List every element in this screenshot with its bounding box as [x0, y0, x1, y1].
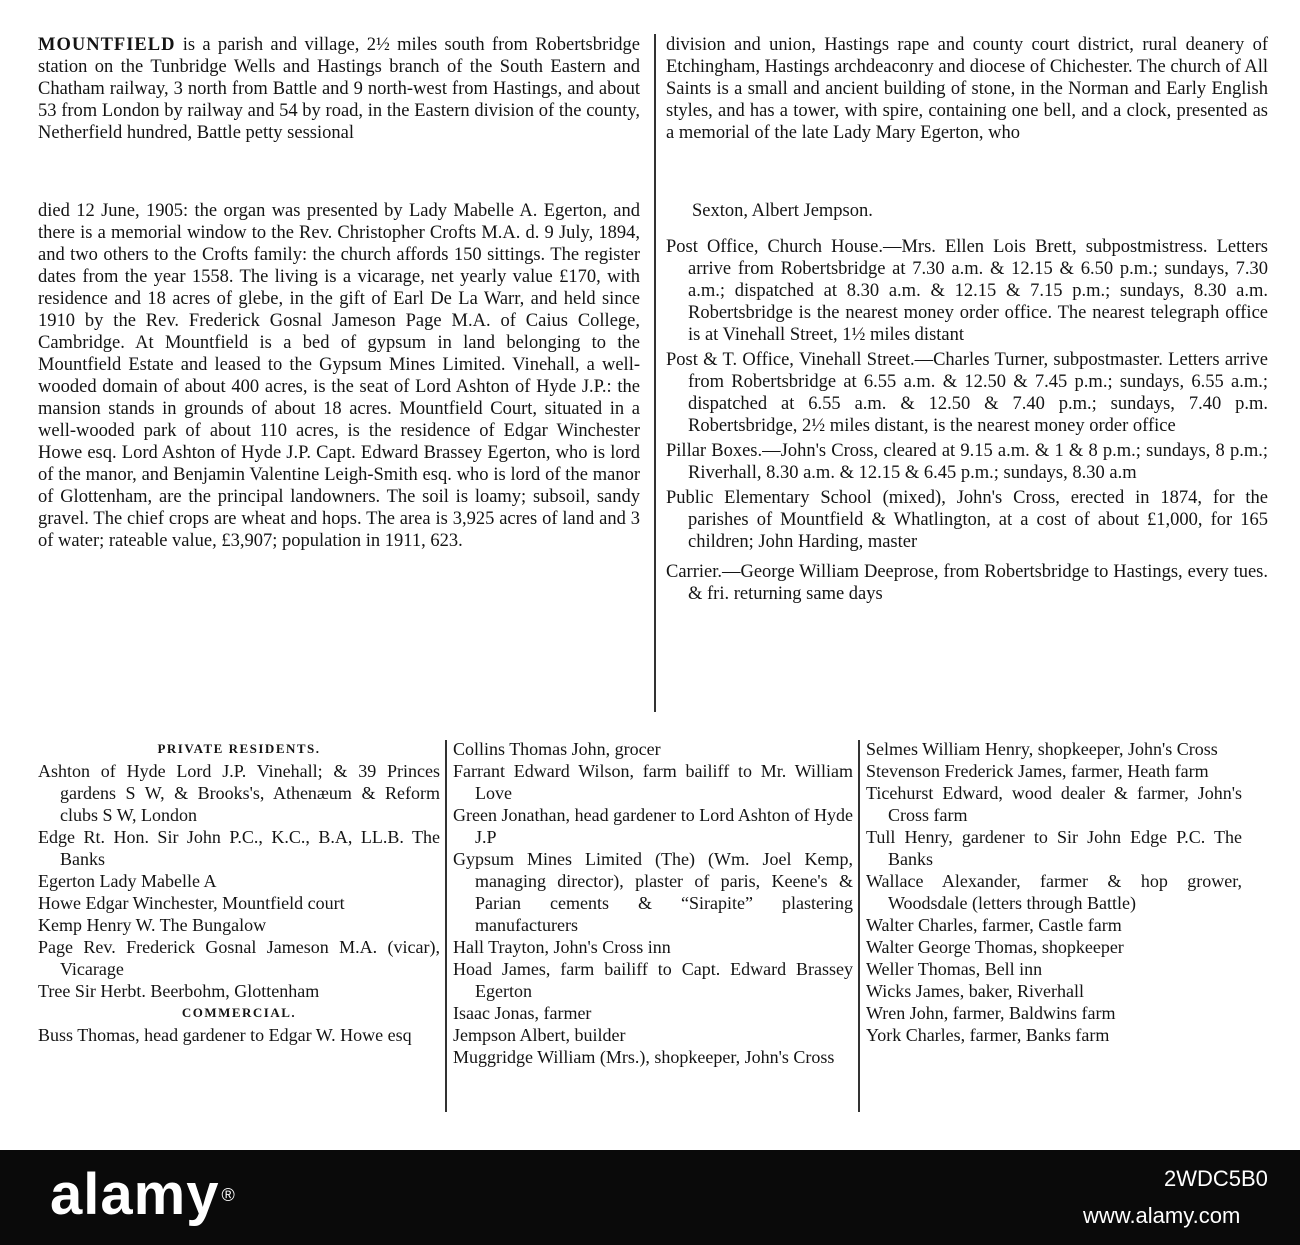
list-item: Wallace Alexander, farmer & hop grower, Woodsdale (letters through Battle) — [866, 871, 1242, 913]
list-item: Tree Sir Herbt. Beerbohm, Glottenham — [38, 981, 320, 1001]
service-entry: Post & T. Office, Vinehall Street.—Charles Turner, subpostmaster. Letters arrive from Robertsbridge at 6.55 a.m. & 12.50 & 7.45 p.m.; sundays, 6.55 a.m.; dispatched at 6.55 a.m. & 12.50 & 7.40 p.m.; sundays, 7.40 p.m. Robertsbridge, 2½ miles distant, is the nearest money order office — [666, 350, 1268, 436]
list-item: Edge Rt. Hon. Sir John P.C., K.C., B.A, LL.B. The Banks — [38, 827, 440, 869]
intro-top-right — [666, 34, 1268, 144]
image-id: 2WDC5B0 — [1164, 1166, 1268, 1191]
logo-text: alamy — [50, 1162, 220, 1227]
list-item: Muggridge William (Mrs.), shopkeeper, John's Cross — [453, 1047, 835, 1067]
list-item: Stevenson Frederick James, farmer, Heath farm — [866, 761, 1209, 781]
registered-mark: ® — [221, 1185, 236, 1205]
list-item: Weller Thomas, Bell inn — [866, 959, 1043, 979]
list-item: Isaac Jonas, farmer — [453, 1003, 592, 1023]
intro-text-2: division and union, Hastings rape and county court district, rural deanery of Etchingham, Hastings archdeaconry and diocese of Chichester. The church of All Saints is a small and ancient building of stone, in the Norman and Early English styles, and has a tower, with spire, containing one bell, and a clock, presented as a memorial of the late Lady Mary Egerton, who — [666, 35, 1268, 143]
directory-list-3 — [866, 738, 1242, 1046]
list-item: Ticehurst Edward, wood dealer & farmer, John's Cross farm — [866, 783, 1242, 825]
list-item: Ashton of Hyde Lord J.P. Vinehall; & 39 Princes gardens S W, & Brooks's, Athenæum & Reform clubs S W, London — [38, 761, 440, 825]
services-column — [666, 200, 1268, 605]
list-item: Farrant Edward Wilson, farm bailiff to Mr. William Love — [453, 761, 853, 803]
list-item: Hall Trayton, John's Cross inn — [453, 937, 671, 957]
intro-mid-left — [38, 200, 640, 552]
list-item: Wicks James, baker, Riverhall — [866, 981, 1084, 1001]
list-item: Selmes William Henry, shopkeeper, John's Cross — [866, 739, 1218, 759]
list-item: York Charles, farmer, Banks farm — [866, 1025, 1110, 1045]
alamy-logo — [50, 1162, 236, 1227]
intro-text-1: is a parish and village, 2½ miles south from Robertsbridge station on the Tunbridge Wells and Hastings branch of the South Eastern and Chatham railway, 3 north from Battle and 9 north-west from Hastings, and about 53 from London by railway and 54 by road, in the Eastern division of the county, Netherfield hundred, Battle petty sessional — [38, 35, 641, 143]
intro-text-3: died 12 June, 1905: the organ was presented by Lady Mabelle A. Egerton, and there is a memorial window to the Rev. Christopher Crofts M.A. d. 9 July, 1894, and two others to the Crofts family: the church affords 150 sittings. The register dates from the year 1558. The living is a vicarage, net yearly value £170, with residence and 18 acres of glebe, in the gift of Earl De La Warr, and held since 1910 by the Rev. Frederick Gosnal Jameson Page M.A. of Caius College, Cambridge. At Mountfield is a bed of gypsum in land belonging to the Mountfield Estate and leased to the Gypsum Mines Limited. Vinehall, a well-wooded domain of about 400 acres, is the seat of Lord Ashton of Hyde J.P.: the mansion stands in grounds of about 18 acres. Mountfield Court, situated in a well-wooded park of about 110 acres, is the residence of Edgar Winchester Howe esq. Lord Ashton of Hyde J.P. Capt. Edward Brassey Egerton, who is lord of the manor, and Benjamin Valentine Leigh-Smith esq. who is lord of the manor of Glottenham, are the principal landowners. The soil is loamy; subsoil, sandy gravel. The chief crops are wheat and hops. The area is 3,925 acres of land and 3 of water; rateable value, £3,907; population in 1911, 623. — [38, 201, 640, 551]
list-item: Howe Edgar Winchester, Mountfield court — [38, 893, 345, 913]
site-url: www.alamy.com — [1083, 1203, 1241, 1228]
intro-top-left — [38, 34, 640, 144]
directory-list-2 — [453, 738, 853, 1068]
list-item: Jempson Albert, builder — [453, 1025, 626, 1045]
place-name: MOUNTFIELD — [38, 35, 176, 55]
service-entry: Pillar Boxes.—John's Cross, cleared at 9.15 a.m. & 1 & 8 p.m.; sundays, 8 p.m.; Riverhall, 8.30 a.m. & 12.15 & 6.45 p.m.; sundays, 8.30 a.m — [666, 441, 1268, 483]
service-entry: Sexton, Albert Jempson. — [692, 201, 873, 221]
list-item: Gypsum Mines Limited (The) (Wm. Joel Kemp, managing director), plaster of paris, Keene's & Parian cements & “Sirapite” plastering manufacturers — [453, 849, 853, 935]
list-item: Tull Henry, gardener to Sir John Edge P.C. The Banks — [866, 827, 1242, 869]
list-item: Page Rev. Frederick Gosnal Jameson M.A. (vicar), Vicarage — [38, 937, 440, 979]
list-item: Collins Thomas John, grocer — [453, 739, 661, 759]
directory-list-1 — [38, 738, 440, 1046]
service-entry: Post Office, Church House.—Mrs. Ellen Lois Brett, subpostmistress. Letters arrive from Robertsbridge at 7.30 a.m. & 12.15 & 6.50 p.m.; sundays, 7.30 a.m.; dispatched at 8.30 a.m. & 12.15 & 7.15 p.m.; sundays, 8.30 a.m. Robertsbridge is the nearest money order office. The nearest telegraph office is at Vinehall Street, 1½ miles distant — [666, 237, 1268, 345]
column-divider — [858, 740, 860, 1112]
list-item: Walter George Thomas, shopkeeper — [866, 937, 1124, 957]
list-item: Green Jonathan, head gardener to Lord Ashton of Hyde J.P — [453, 805, 853, 847]
list-item: Buss Thomas, head gardener to Edgar W. Howe esq — [38, 1025, 412, 1045]
private-residents-heading: PRIVATE RESIDENTS. — [157, 741, 321, 756]
column-divider — [445, 740, 447, 1112]
list-item: Egerton Lady Mabelle A — [38, 871, 217, 891]
service-entry: Public Elementary School (mixed), John's Cross, erected in 1874, for the parishes of Mountfield & Whatlington, at a cost of about £1,000, for 165 children; John Harding, master — [666, 488, 1268, 552]
service-entry: Carrier.—George William Deeprose, from Robertsbridge to Hastings, every tues. & fri. returning same days — [666, 562, 1268, 604]
list-item: Wren John, farmer, Baldwins farm — [866, 1003, 1116, 1023]
commercial-heading: COMMERCIAL. — [181, 1005, 297, 1020]
column-divider — [654, 34, 656, 712]
list-item: Hoad James, farm bailiff to Capt. Edward Brassey Egerton — [453, 959, 853, 1001]
list-item: Kemp Henry W. The Bungalow — [38, 915, 267, 935]
list-item: Walter Charles, farmer, Castle farm — [866, 915, 1122, 935]
